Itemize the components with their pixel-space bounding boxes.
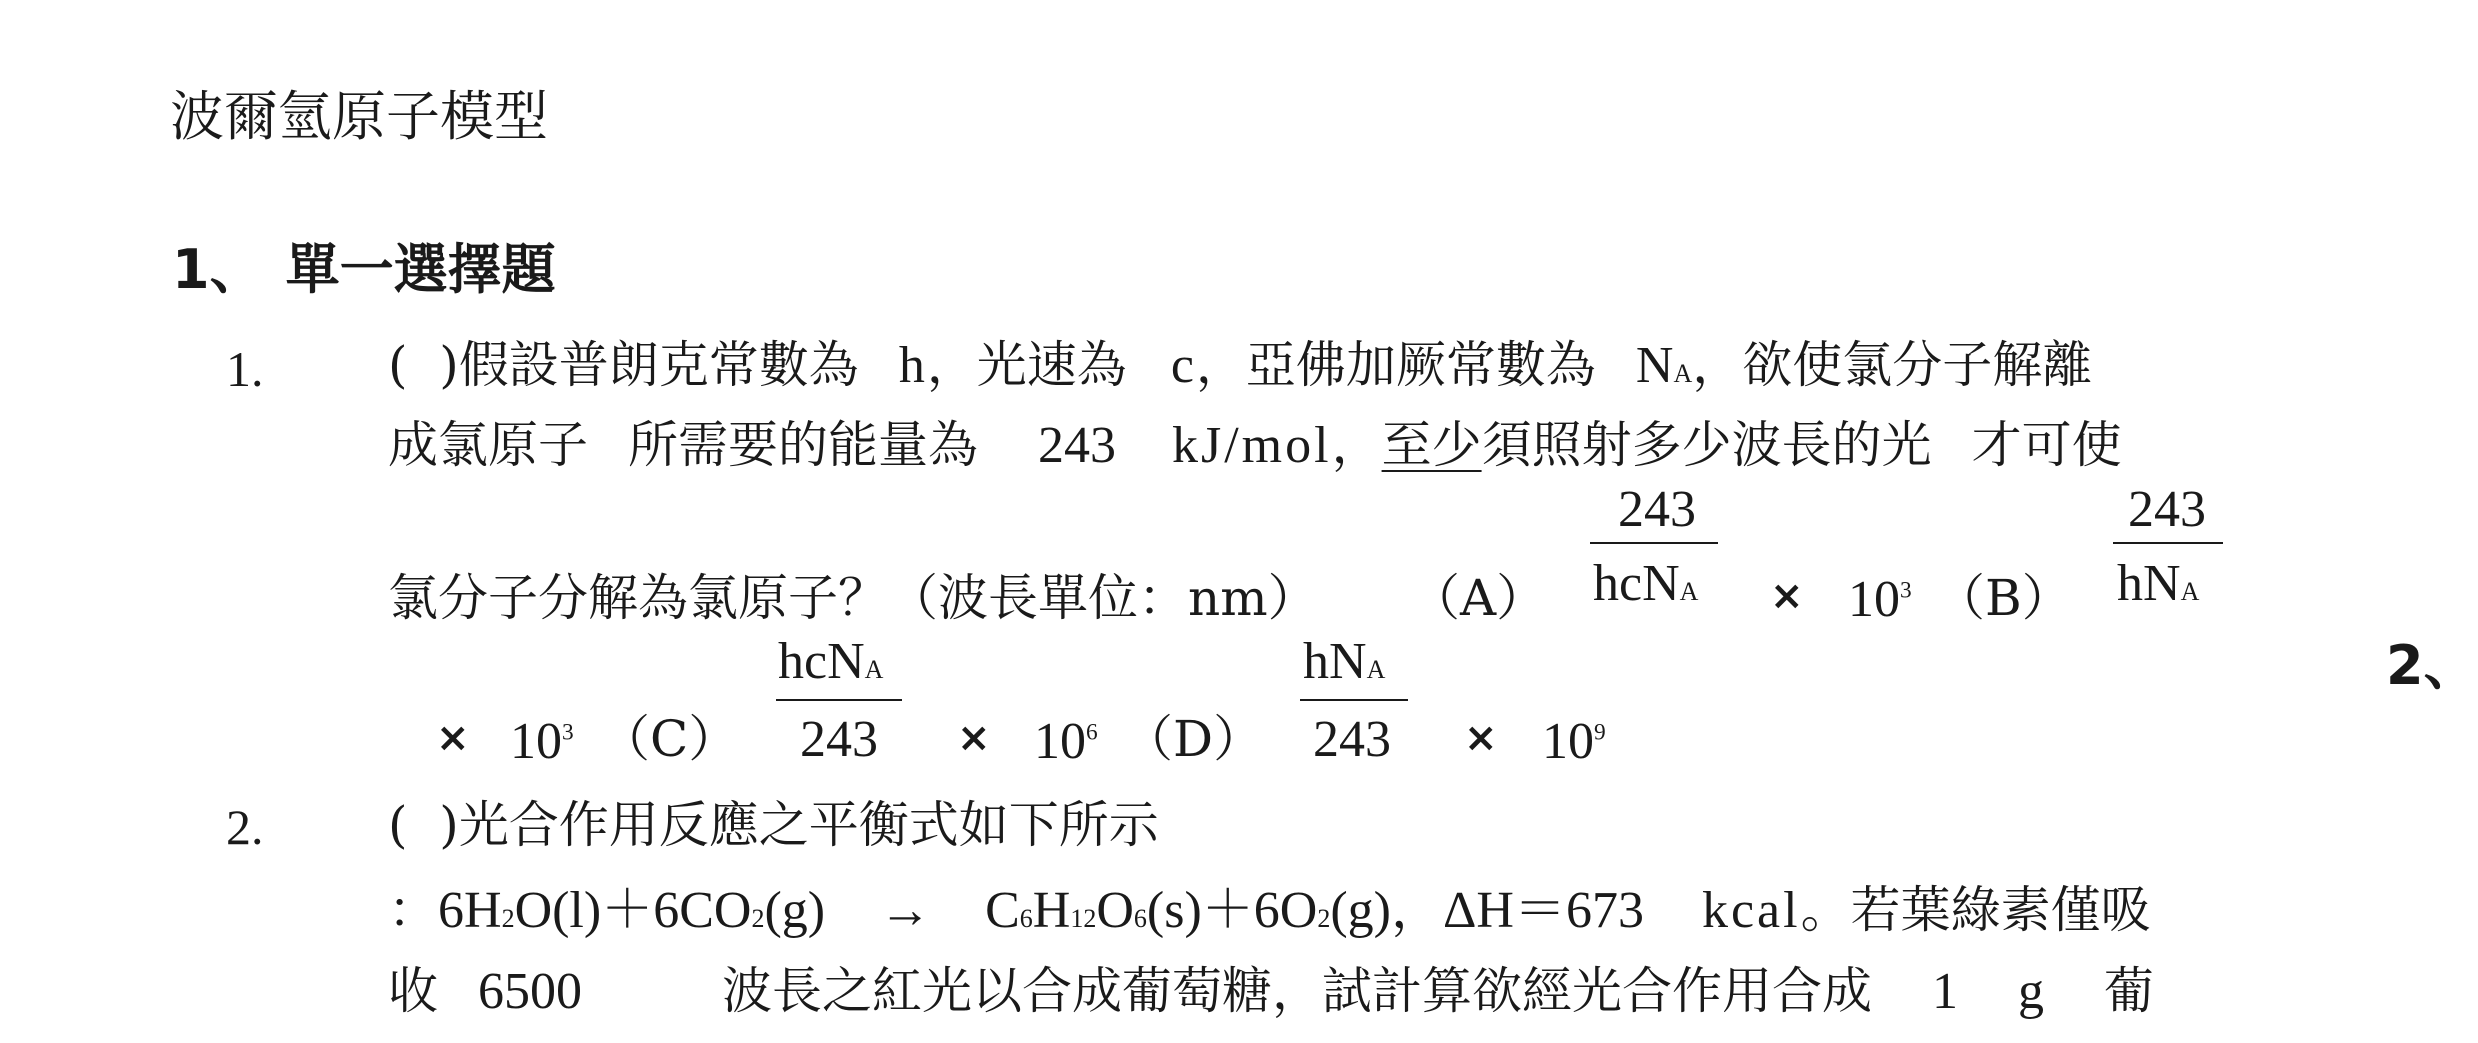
option-d-label: （D） <box>1123 710 1264 768</box>
q1-text-3: ，亞佛加厥常數為 <box>1195 336 1596 394</box>
q1-text-1: 假設普朗克常數為 <box>458 336 859 394</box>
option-d-power: $10^9$ <box>1542 713 1606 770</box>
option-c-label: （C） <box>600 710 739 768</box>
option-b-fraction-bar <box>2113 542 2223 544</box>
q1-energy-value: 243 <box>1038 417 1116 474</box>
option-d-fraction-bar <box>1300 699 1408 701</box>
option-c-denominator: 243 <box>800 711 878 768</box>
q2-text-4: 波長之紅光以合成葡萄糖，試計算欲經光合作用合成 <box>722 962 1872 1020</box>
q2-reactants: 6H2O(l)＋6CO2(g) <box>438 882 826 939</box>
option-a-fraction-bar <box>1590 542 1718 544</box>
option-d-times: × <box>1464 715 1498 761</box>
q2-enthalpy-unit: kcal <box>1701 882 1801 939</box>
option-c-fraction-bar <box>776 699 902 701</box>
q1-underlined-at-least: 至少 <box>1381 416 1482 474</box>
q2-products: C6H12O6(s)＋6O2(g)，ΔH＝673 <box>985 882 1644 939</box>
question-2-line-3 <box>388 962 2154 1020</box>
section-heading <box>172 238 556 301</box>
question-2-number: 2. <box>226 799 264 855</box>
option-b-denominator: hNA <box>2117 555 2200 612</box>
option-a-times: × <box>1770 573 1804 619</box>
q1-planck-symbol: h <box>898 337 925 394</box>
question-2-equation-line <box>388 881 2151 939</box>
question-2-line-1 <box>388 796 1159 854</box>
q2-wavelength-value: 6500 <box>478 963 582 1020</box>
option-a-power: $10^3$ <box>1848 571 1912 628</box>
option-d-denominator: 243 <box>1313 711 1391 768</box>
q1-line2-b: 所需要的能量為 <box>628 416 978 474</box>
question-1-line-3: 氯分子分解為氯原子？（波長單位：nm） <box>388 569 1318 627</box>
q1-text-4: ，欲使氯分子解離 <box>1692 336 2093 394</box>
question-1-line-2 <box>388 416 2122 474</box>
option-c-numerator: hcNA <box>778 633 884 690</box>
q1-avogadro-symbol: NA <box>1635 337 1693 394</box>
q1-light-speed-symbol: c <box>1170 337 1194 394</box>
q2-mass-unit: g <box>2018 963 2044 1020</box>
answer-blank: ( ) <box>388 336 459 394</box>
document-title: 波爾氫原子模型 <box>170 85 548 148</box>
q1-text-2: ，光速為 <box>926 336 1127 394</box>
option-a-label: （A） <box>1410 569 1547 627</box>
q2-text-3: 收 <box>388 962 438 1020</box>
answer-blank: ( ) <box>388 796 459 854</box>
option-b-numerator: 243 <box>2128 481 2206 538</box>
q2-mass-value: 1 <box>1932 963 1958 1020</box>
question-1-line-1 <box>388 336 2093 394</box>
edge-heading-fragment: 2、 <box>2386 634 2478 697</box>
q2-colon: ： <box>388 881 438 939</box>
option-b-power: $10^3$ <box>510 713 574 770</box>
option-a-numerator: 243 <box>1618 481 1696 538</box>
section-number: 1、 <box>172 238 264 301</box>
q2-text-2: 。若葉綠素僅吸 <box>1800 881 2151 939</box>
q2-text-5: 葡 <box>2104 962 2154 1020</box>
q1-line2-e: 才可使 <box>1971 416 2122 474</box>
section-title: 單一選擇題 <box>285 238 556 301</box>
q2-text-1: 光合作用反應之平衡式如下所示 <box>458 796 1159 854</box>
option-d-numerator: hNA <box>1303 633 1386 690</box>
q1-line2-a: 成氯原子 <box>388 416 588 474</box>
option-c-power: $10^6$ <box>1034 713 1098 770</box>
q1-line2-d: 須照射多少波長的光 <box>1481 416 1932 474</box>
option-c-times: × <box>957 715 991 761</box>
option-b-times: × <box>436 715 470 761</box>
q1-energy-unit: kJ/mol <box>1172 417 1332 474</box>
question-1-number: 1. <box>226 341 264 397</box>
q1-comma: ， <box>1331 416 1382 474</box>
option-a-denominator: hcNA <box>1593 555 1699 612</box>
q2-reaction-arrow: → <box>879 882 932 939</box>
option-b-label: （B） <box>1935 569 2072 627</box>
